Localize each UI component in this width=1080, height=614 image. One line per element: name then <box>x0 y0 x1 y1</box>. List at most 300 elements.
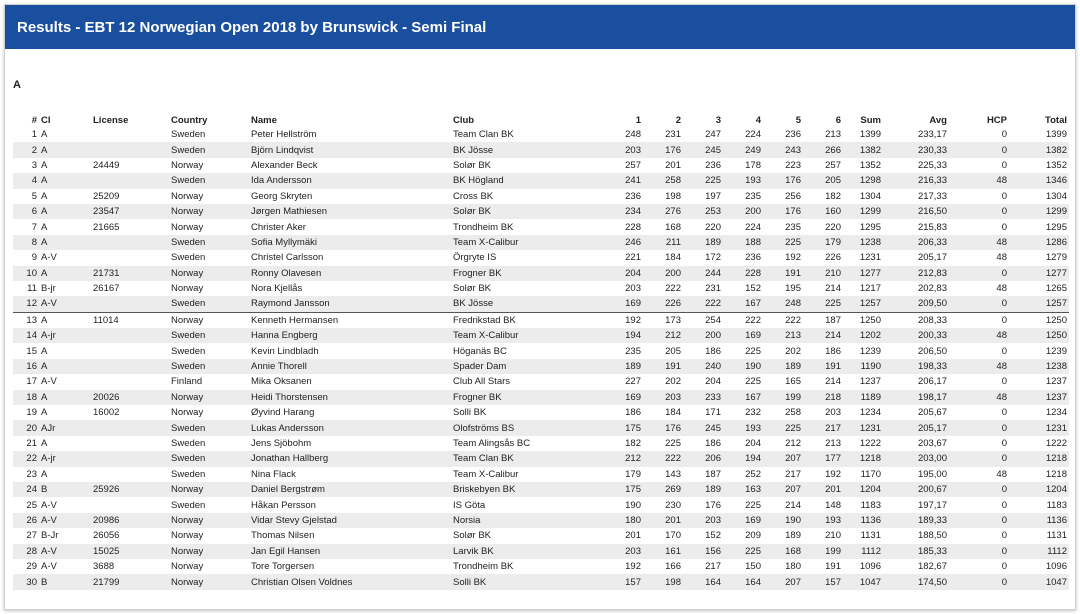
cell-g4: 224 <box>745 221 761 233</box>
cell-total: 1250 <box>1009 328 1069 343</box>
column-header-g3: 3 <box>715 114 721 126</box>
cell-g4: 152 <box>745 283 761 295</box>
cell-sum: 1231 <box>859 252 881 264</box>
cell-name: Annie Thorell <box>249 359 451 374</box>
cell-license <box>91 420 169 435</box>
table-row <box>13 266 1069 281</box>
cell-avg: 185,33 <box>883 544 949 559</box>
cell-hcp: 0 <box>949 544 1009 559</box>
results-panel <box>4 4 1076 610</box>
cell-g2: 200 <box>643 266 683 281</box>
cell-country: Sweden <box>171 438 206 449</box>
cell-class: A-V <box>39 544 91 559</box>
cell-g5: 243 <box>763 142 803 157</box>
cell-g3: 206 <box>683 451 723 466</box>
cell-club: Solør BK <box>451 204 601 219</box>
cell-total: 1237 <box>1009 390 1069 405</box>
cell-sum: 1183 <box>860 499 881 511</box>
cell-g4: 224 <box>745 129 761 141</box>
cell-sum: 1047 <box>843 574 883 589</box>
cell-g5: 189 <box>785 530 801 542</box>
cell-g4: 188 <box>723 235 763 250</box>
table-row <box>13 312 1069 328</box>
cell-g3: 186 <box>705 345 721 357</box>
table-row <box>13 343 1069 358</box>
cell-g4: 228 <box>723 266 763 281</box>
cell-class: A <box>39 266 91 281</box>
cell-sum: 1352 <box>859 159 881 171</box>
cell-g1: 221 <box>625 252 641 264</box>
cell-license <box>91 343 169 358</box>
cell-g2: 231 <box>665 129 681 141</box>
cell-g6: 214 <box>803 328 843 343</box>
cell-name: Ronny Olavesen <box>249 266 451 281</box>
cell-sum: 1250 <box>859 314 881 326</box>
cell-country: Norway <box>171 221 204 233</box>
cell-country: Norway <box>169 544 249 559</box>
cell-country: Sweden <box>171 468 206 480</box>
cell-g6: 214 <box>825 283 841 295</box>
cell-rank: 1 <box>31 129 37 141</box>
cell-g3: 156 <box>683 544 723 559</box>
cell-sum: 1234 <box>859 407 881 419</box>
cell-g1: 194 <box>601 328 643 343</box>
cell-g6: 182 <box>825 190 841 202</box>
cell-total: 1234 <box>1045 407 1067 419</box>
cell-total: 1279 <box>1045 252 1067 264</box>
cell-g1: 204 <box>601 266 643 281</box>
cell-g5: 225 <box>763 420 803 435</box>
cell-sum: 1239 <box>859 345 881 357</box>
cell-g6: 148 <box>825 499 841 511</box>
cell-g1: 175 <box>601 420 643 435</box>
cell-g4: 167 <box>723 296 763 312</box>
cell-license: 21731 <box>91 266 169 281</box>
cell-country: Norway <box>171 190 204 202</box>
cell-g5: 212 <box>785 438 801 449</box>
cell-total: 1047 <box>1009 574 1069 589</box>
cell-license: 26167 <box>93 283 120 295</box>
cell-g1: 186 <box>625 407 641 419</box>
cell-hcp: 48 <box>949 328 1009 343</box>
cell-rank: 29 <box>26 561 37 573</box>
cell-sum: 1217 <box>859 283 881 295</box>
cell-g5: 165 <box>785 376 801 388</box>
table-row <box>13 497 1069 512</box>
cell-country: Sweden <box>169 296 249 312</box>
cell-g5: 256 <box>785 190 801 202</box>
cell-sum: 1218 <box>843 451 883 466</box>
cell-club: Team Clan BK <box>453 129 514 141</box>
cell-g6: 186 <box>825 345 841 357</box>
cell-g4: 193 <box>723 173 763 188</box>
cell-license: 15025 <box>91 544 169 559</box>
cell-country: Norway <box>171 561 204 573</box>
cell-g5: 189 <box>763 359 803 374</box>
table-row <box>13 528 1069 543</box>
cell-g6: 157 <box>803 574 843 589</box>
cell-g4: 163 <box>723 482 763 497</box>
cell-rank: 30 <box>13 574 39 589</box>
cell-hcp: 48 <box>949 359 1009 374</box>
cell-rank: 14 <box>13 328 39 343</box>
cell-rank: 13 <box>26 314 37 326</box>
cell-club: Höganäs BC <box>453 345 507 357</box>
cell-g1: 192 <box>625 561 641 573</box>
cell-g1: 192 <box>625 314 641 326</box>
results-header <box>5 5 1075 49</box>
cell-country: Norway <box>171 314 204 326</box>
cell-g6: 210 <box>825 530 841 542</box>
cell-g3: 253 <box>683 204 723 219</box>
cell-hcp: 0 <box>1001 407 1007 419</box>
cell-club: Cross BK <box>453 190 494 202</box>
cell-total: 1112 <box>1009 544 1069 559</box>
cell-country: Sweden <box>169 173 249 188</box>
table-row <box>13 482 1069 497</box>
cell-license <box>91 142 169 157</box>
cell-club: Team X-Calibur <box>451 235 601 250</box>
cell-total: 1304 <box>1045 190 1067 202</box>
cell-g5: 207 <box>763 482 803 497</box>
cell-sum: 1170 <box>860 468 881 480</box>
cell-g6: 214 <box>825 376 841 388</box>
cell-hcp: 48 <box>949 390 1009 405</box>
cell-class: A <box>39 359 91 374</box>
cell-g6: 205 <box>803 173 843 188</box>
cell-class: A <box>41 129 48 141</box>
cell-g2: 170 <box>665 530 681 542</box>
cell-club: Solør BK <box>453 283 492 295</box>
cell-hcp: 0 <box>949 451 1009 466</box>
cell-g6: 191 <box>803 359 843 374</box>
cell-country: Norway <box>171 159 204 171</box>
cell-name: Christian Olsen Voldnes <box>249 574 451 589</box>
cell-g5: 248 <box>763 296 803 312</box>
cell-license: 20026 <box>91 390 169 405</box>
cell-g6: 203 <box>825 407 841 419</box>
cell-g5: 207 <box>763 451 803 466</box>
cell-rank: 2 <box>13 142 39 157</box>
cell-g2: 201 <box>643 513 683 528</box>
cell-rank: 11 <box>27 283 37 295</box>
cell-g3: 204 <box>705 376 721 388</box>
cell-class: A-V <box>41 499 57 511</box>
cell-g5: 222 <box>785 314 801 326</box>
cell-avg: 215,83 <box>917 221 947 233</box>
cell-rank: 22 <box>13 451 39 466</box>
cell-class: A-V <box>39 513 91 528</box>
cell-avg: 203,67 <box>917 438 947 449</box>
cell-g5: 223 <box>785 159 801 171</box>
cell-country: Sweden <box>171 345 206 357</box>
cell-name: Georg Skryten <box>251 190 313 202</box>
cell-g3: 176 <box>705 499 721 511</box>
cell-hcp: 48 <box>949 173 1009 188</box>
cell-hcp: 0 <box>949 296 1009 312</box>
cell-g4: 194 <box>723 451 763 466</box>
cell-g4: 204 <box>745 438 761 449</box>
cell-g2: 191 <box>643 359 683 374</box>
cell-avg: 206,17 <box>917 376 947 388</box>
cell-g6: 266 <box>803 142 843 157</box>
cell-g1: 235 <box>625 345 641 357</box>
cell-total: 1238 <box>1009 359 1069 374</box>
cell-g1: 190 <box>625 499 641 511</box>
cell-total: 1131 <box>1046 530 1067 542</box>
cell-name: Jan Egil Hansen <box>249 544 451 559</box>
column-header-club: Club <box>453 114 475 126</box>
cell-rank: 9 <box>31 252 37 264</box>
cell-g3: 186 <box>705 438 721 449</box>
cell-total: 1204 <box>1009 482 1069 497</box>
cell-class: A <box>39 173 91 188</box>
cell-country: Sweden <box>169 235 249 250</box>
cell-rank: 6 <box>13 204 39 219</box>
column-header-g1: 1 <box>635 114 641 126</box>
cell-license: 21799 <box>91 574 169 589</box>
cell-hcp: 0 <box>1001 221 1007 233</box>
cell-club: Fredrikstad BK <box>453 314 516 326</box>
table-row <box>13 296 1069 312</box>
cell-g4: 225 <box>723 544 763 559</box>
cell-country: Norway <box>169 513 249 528</box>
cell-g5: 258 <box>785 407 801 419</box>
cell-total: 1222 <box>1045 438 1067 449</box>
cell-avg: 203,00 <box>883 451 949 466</box>
cell-avg: 230,33 <box>883 142 949 157</box>
cell-country: Sweden <box>171 499 206 511</box>
cell-class: A-V <box>41 252 57 264</box>
cell-g3: 172 <box>705 252 721 264</box>
cell-hcp: 0 <box>949 420 1009 435</box>
cell-license: 11014 <box>93 314 119 326</box>
cell-hcp: 48 <box>949 235 1009 250</box>
cell-g2: 161 <box>643 544 683 559</box>
cell-license <box>91 235 169 250</box>
cell-g6: 179 <box>803 235 843 250</box>
cell-hcp: 0 <box>1001 438 1007 449</box>
cell-g3: 244 <box>683 266 723 281</box>
cell-avg: 212,83 <box>883 266 949 281</box>
cell-country: Norway <box>169 574 249 589</box>
cell-club: Solør BK <box>453 530 492 542</box>
cell-club: BK Högland <box>451 173 601 188</box>
column-header-name: Name <box>251 114 277 126</box>
cell-country: Sweden <box>169 451 249 466</box>
cell-avg: 200,67 <box>883 482 949 497</box>
cell-g3: 240 <box>683 359 723 374</box>
column-header-sum: Sum <box>860 114 881 126</box>
column-header-hcp: HCP <box>986 114 1007 126</box>
table-row <box>13 281 1069 296</box>
cell-avg: 206,50 <box>917 345 947 357</box>
cell-club: Team X-Calibur <box>453 468 519 480</box>
cell-club: Briskebyen BK <box>451 482 601 497</box>
cell-sum: 1298 <box>843 173 883 188</box>
table-body <box>13 127 1069 590</box>
cell-name: Hanna Engberg <box>249 328 451 343</box>
cell-g4: 167 <box>723 390 763 405</box>
cell-hcp: 48 <box>996 468 1007 480</box>
cell-g3: 164 <box>683 574 723 589</box>
cell-g5: 202 <box>785 345 801 357</box>
cell-class: A <box>39 390 91 405</box>
cell-g4: 249 <box>723 142 763 157</box>
cell-rank: 17 <box>26 376 37 388</box>
cell-avg: 205,17 <box>883 420 949 435</box>
cell-rank: 25 <box>26 499 37 511</box>
cell-rank: 24 <box>13 482 39 497</box>
cell-hcp: 0 <box>949 574 1009 589</box>
cell-g1: 189 <box>601 359 643 374</box>
cell-g1: 182 <box>625 438 641 449</box>
cell-g4: 225 <box>745 376 761 388</box>
cell-g2: 201 <box>665 159 681 171</box>
cell-rank: 26 <box>13 513 39 528</box>
cell-g4: 252 <box>745 468 761 480</box>
table-row <box>13 142 1069 157</box>
cell-avg: 198,33 <box>883 359 949 374</box>
cell-g2: 203 <box>643 390 683 405</box>
cell-club: Team Alingsås BC <box>453 438 531 449</box>
cell-g3: 220 <box>705 221 721 233</box>
cell-g4: 193 <box>723 420 763 435</box>
cell-name: Thomas Nilsen <box>251 530 315 542</box>
cell-license <box>91 127 169 142</box>
cell-avg: 188,50 <box>917 530 947 542</box>
cell-club: IS Göta <box>453 499 486 511</box>
cell-avg: 206,33 <box>883 235 949 250</box>
cell-total: 1265 <box>1045 283 1067 295</box>
cell-club: Norsia <box>451 513 601 528</box>
cell-license: 25926 <box>91 482 169 497</box>
column-header-g4: 4 <box>755 114 761 126</box>
cell-name: Ida Andersson <box>249 173 451 188</box>
cell-club: Spader Dam <box>451 359 601 374</box>
cell-class: A-V <box>39 296 91 312</box>
table-row <box>13 420 1069 435</box>
cell-class: A <box>41 190 48 202</box>
cell-total: 1250 <box>1045 314 1067 326</box>
cell-license: 25209 <box>93 190 120 202</box>
cell-g3: 225 <box>683 173 723 188</box>
cell-g6: 199 <box>803 544 843 559</box>
cell-hcp: 48 <box>996 252 1007 264</box>
cell-g1: 246 <box>601 235 643 250</box>
cell-class: A <box>39 142 91 157</box>
cell-club: Solli BK <box>451 574 601 589</box>
cell-g2: 198 <box>643 574 683 589</box>
cell-sum: 1277 <box>843 266 883 281</box>
cell-country: Norway <box>169 266 249 281</box>
cell-license <box>91 328 169 343</box>
cell-club: Olofströms BS <box>451 420 601 435</box>
column-header-license: License <box>93 114 129 126</box>
cell-class: A <box>41 314 48 326</box>
cell-g5: 176 <box>763 204 803 219</box>
cell-sum: 1112 <box>843 544 883 559</box>
cell-g1: 169 <box>601 296 643 312</box>
cell-sum: 1231 <box>843 420 883 435</box>
cell-g1: 157 <box>601 574 643 589</box>
cell-g3: 231 <box>705 283 721 295</box>
table-header-row <box>13 113 1069 127</box>
cell-license: 21665 <box>93 221 120 233</box>
cell-g6: 220 <box>825 221 841 233</box>
cell-sum: 1202 <box>843 328 883 343</box>
cell-g2: 168 <box>665 221 681 233</box>
cell-g6: 193 <box>803 513 843 528</box>
cell-g4: 225 <box>745 345 761 357</box>
cell-g6: 187 <box>825 314 841 326</box>
cell-rank: 10 <box>13 266 39 281</box>
cell-g6: 210 <box>803 266 843 281</box>
cell-g3: 152 <box>705 530 721 542</box>
group-label: A <box>13 79 21 91</box>
cell-g6: 218 <box>803 390 843 405</box>
cell-country: Sweden <box>171 252 206 264</box>
cell-total: 1183 <box>1046 499 1067 511</box>
cell-g5: 214 <box>785 499 801 511</box>
cell-g3: 200 <box>683 328 723 343</box>
cell-g4: 235 <box>745 190 761 202</box>
cell-license <box>91 436 169 451</box>
cell-country: Norway <box>169 482 249 497</box>
cell-total: 1299 <box>1009 204 1069 219</box>
cell-sum: 1190 <box>843 359 883 374</box>
cell-class: B <box>39 574 91 589</box>
cell-g2: 222 <box>643 451 683 466</box>
cell-license <box>91 173 169 188</box>
cell-avg: 200,33 <box>883 328 949 343</box>
cell-g4: 222 <box>745 314 761 326</box>
cell-g2: 226 <box>643 296 683 312</box>
cell-club: Solør BK <box>453 159 492 171</box>
cell-g5: 195 <box>785 283 801 295</box>
column-header-g6: 6 <box>835 114 841 126</box>
cell-class: A-jr <box>39 328 91 343</box>
cell-g4: 236 <box>745 252 761 264</box>
cell-license: 26056 <box>93 530 120 542</box>
cell-sum: 1257 <box>843 296 883 312</box>
cell-class: A <box>41 159 48 171</box>
cell-club: Trondheim BK <box>453 561 514 573</box>
cell-country: Norway <box>171 283 204 295</box>
cell-sum: 1238 <box>843 235 883 250</box>
cell-avg: 216,50 <box>883 204 949 219</box>
cell-class: A-V <box>41 376 57 388</box>
cell-rank: 27 <box>26 530 37 542</box>
column-header-rank: # <box>31 114 37 126</box>
cell-total: 1239 <box>1045 345 1067 357</box>
cell-rank: 23 <box>26 468 37 480</box>
cell-license <box>91 359 169 374</box>
cell-avg: 198,17 <box>883 390 949 405</box>
cell-avg: 205,17 <box>917 252 947 264</box>
cell-rank: 20 <box>13 420 39 435</box>
cell-hcp: 0 <box>1001 314 1007 326</box>
cell-license <box>91 250 169 265</box>
cell-avg: 217,33 <box>917 190 947 202</box>
cell-license: 3688 <box>93 561 115 573</box>
cell-hcp: 0 <box>1001 561 1007 573</box>
cell-hcp: 0 <box>1001 376 1007 388</box>
cell-g2: 225 <box>665 438 681 449</box>
table-row <box>13 219 1069 234</box>
cell-rank: 5 <box>31 190 37 202</box>
cell-class: A <box>41 468 48 480</box>
